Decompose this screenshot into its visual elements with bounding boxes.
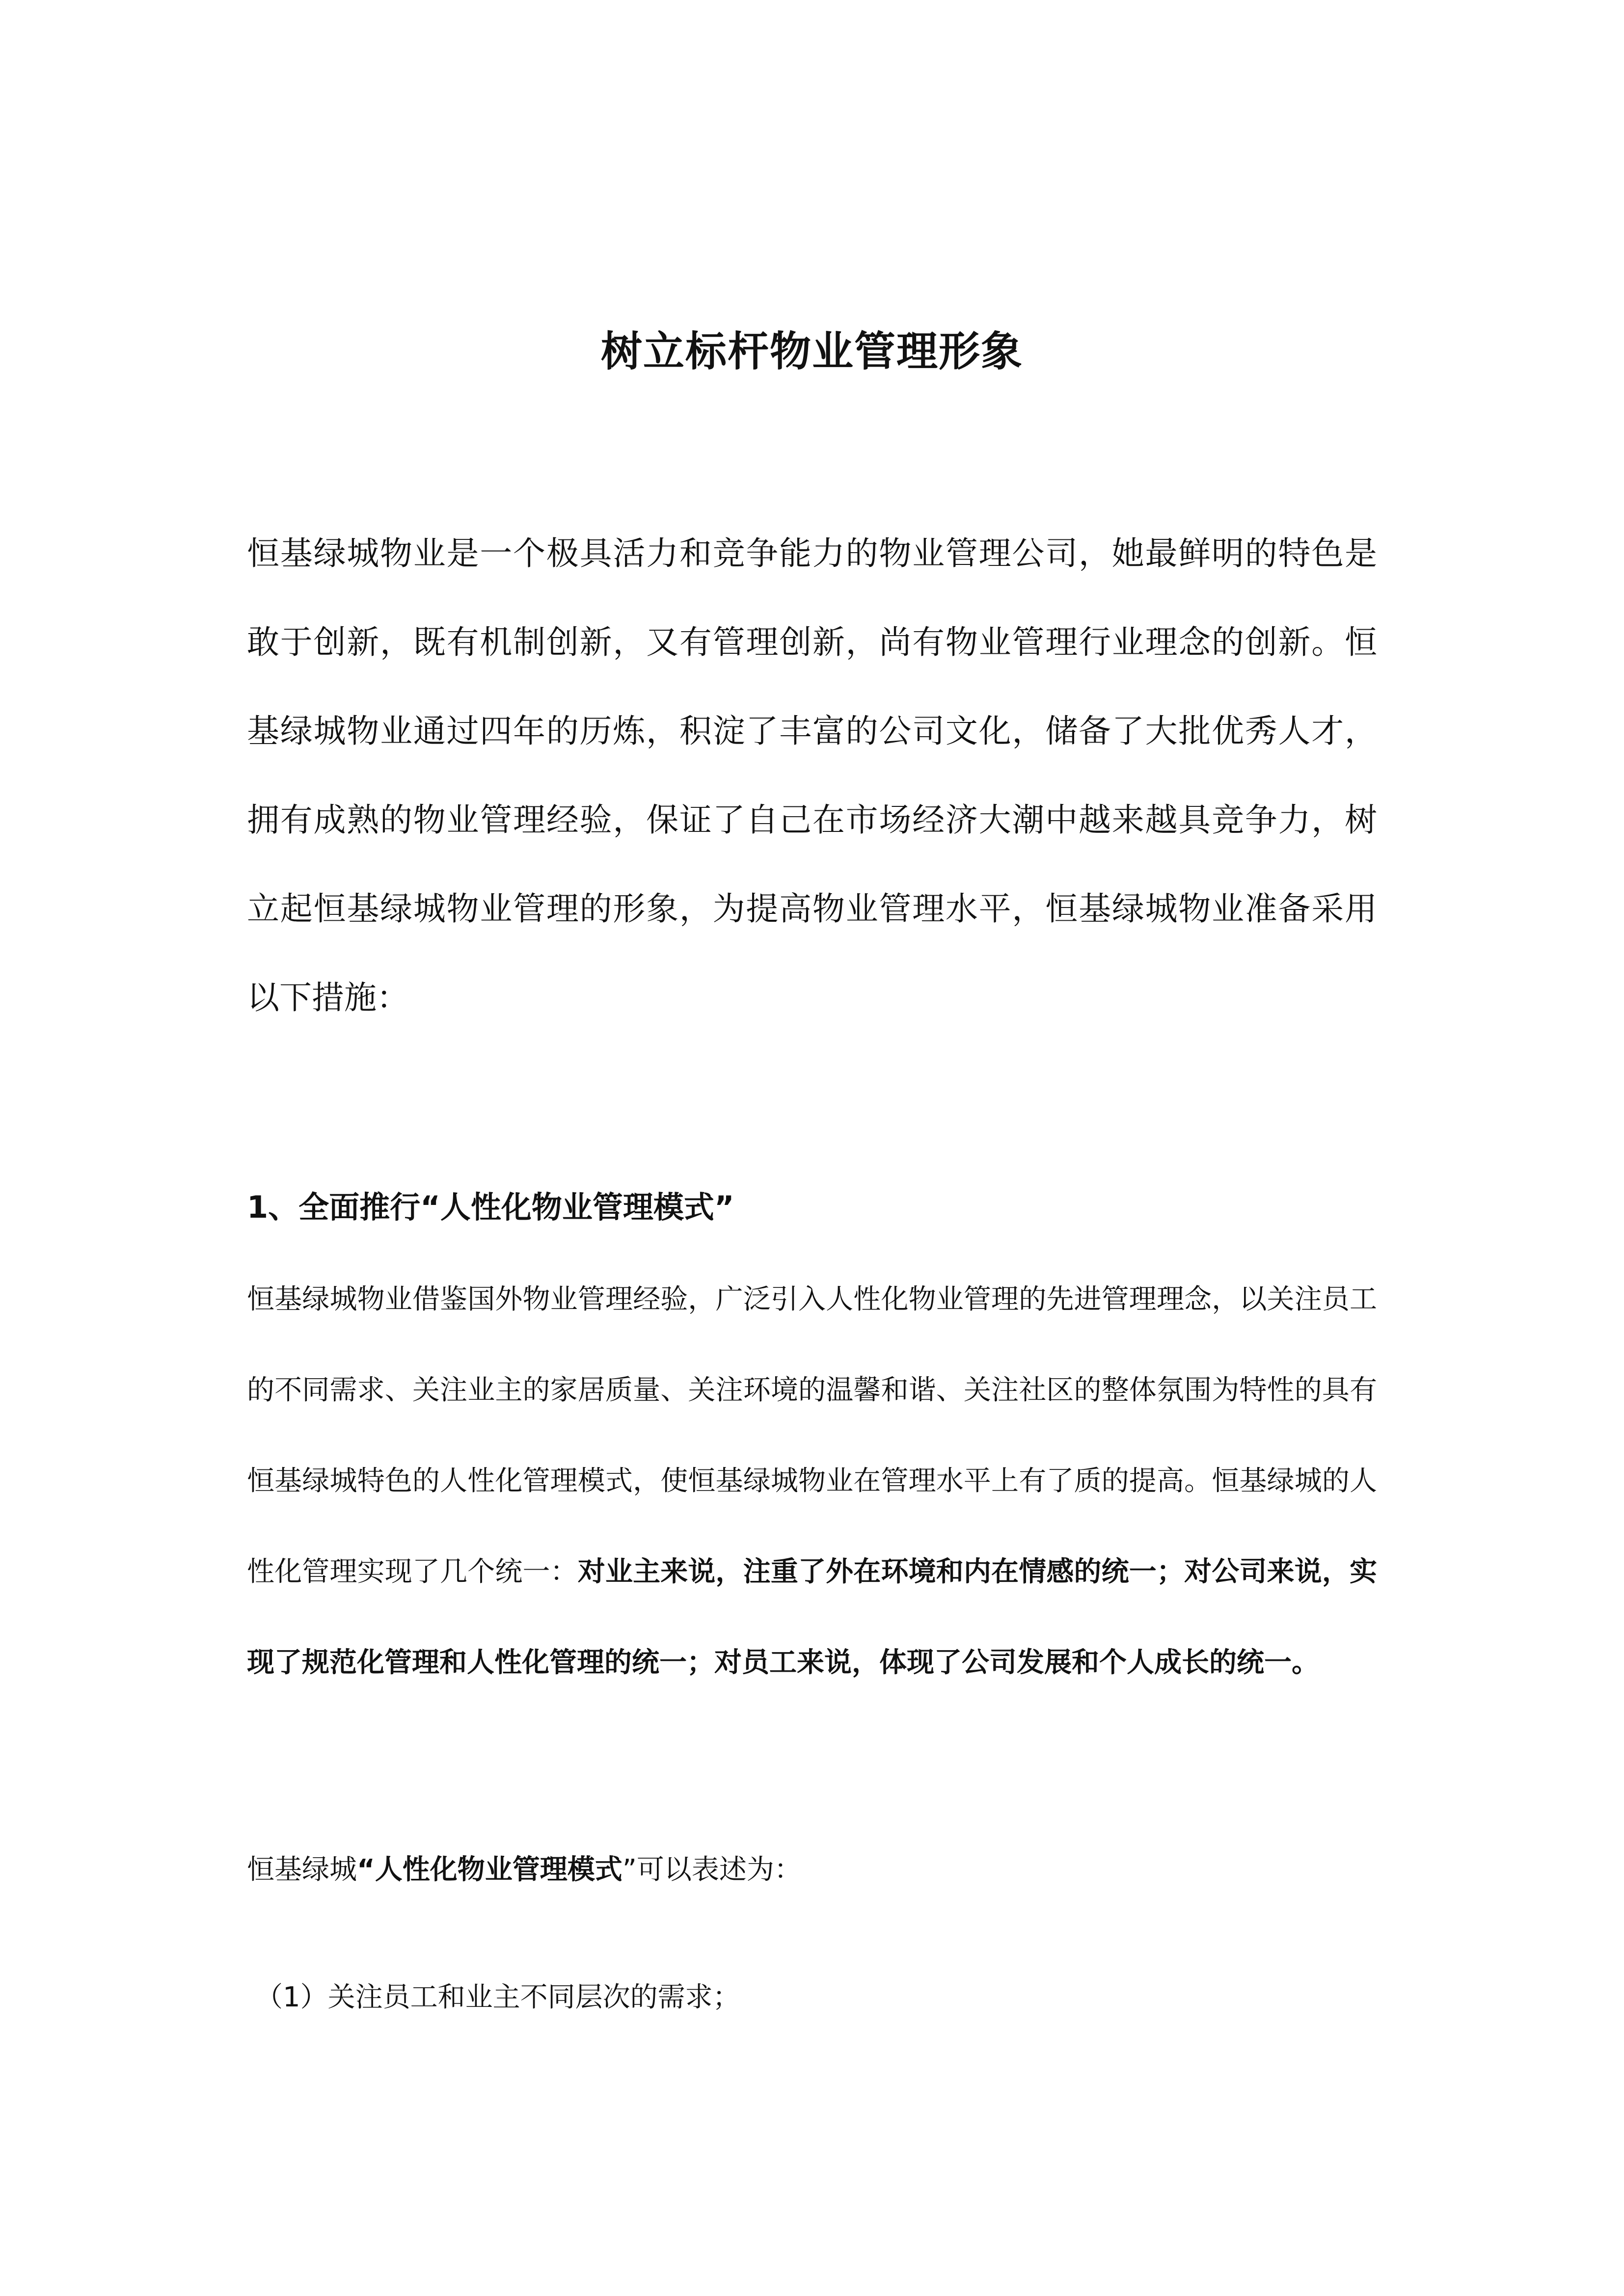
section-1-body-bold: 对业主来说，注重了外在环境和内在情感的统一；对公司来说，实现了规范化管理和人性化管理的统一；对员工来说，体现了公司发展和个人成长的统一。: [247, 1556, 1378, 1679]
mode-intro-line: [247, 1845, 802, 1895]
intro-paragraph: 恒基绿城物业是一个极具活力和竞争能力的物业管理公司，她最鲜明的特色是敢于创新，既有机制创新，又有管理创新，尚有物业管理行业理念的创新。恒基绿城物业通过四年的历炼，积淀了丰富的公司文化，储备了大批优秀人才，拥有成熟的物业管理经验，保证了自己在市场经济大潮中越来越具竞争力，树立起恒基绿城物业管理的形象，为提高物业管理水平，恒基绿城物业准备采用以下措施：: [247, 534, 1377, 1016]
section-1-body: [247, 1254, 1377, 1708]
mode-intro-suffix: ”可以表述为：: [622, 1854, 802, 1886]
mode-intro-bold: “人性化物业管理模式: [357, 1854, 623, 1886]
mode-intro-prefix: 恒基绿城: [247, 1854, 357, 1886]
section-1-body-text: 恒基绿城物业借鉴国外物业管理经验，广泛引入人性化物业管理的先进管理理念，以关注员工的不同需求、关注业主的家居质量、关注环境的温馨和谐、关注社区的整体氛围为特性的具有恒基绿城特色的人性化管理模式，使恒基绿城物业在管理水平上有了质的提高。恒基绿城的人性化管理实现了几个统一：: [247, 1283, 1377, 1588]
list-item-1: （1）关注员工和业主不同层次的需求；: [255, 1981, 740, 2013]
document-title: 树立标杆物业管理形象: [600, 327, 1023, 376]
section-1-heading: 1、全面推行“人性化物业管理模式”: [247, 1189, 734, 1225]
